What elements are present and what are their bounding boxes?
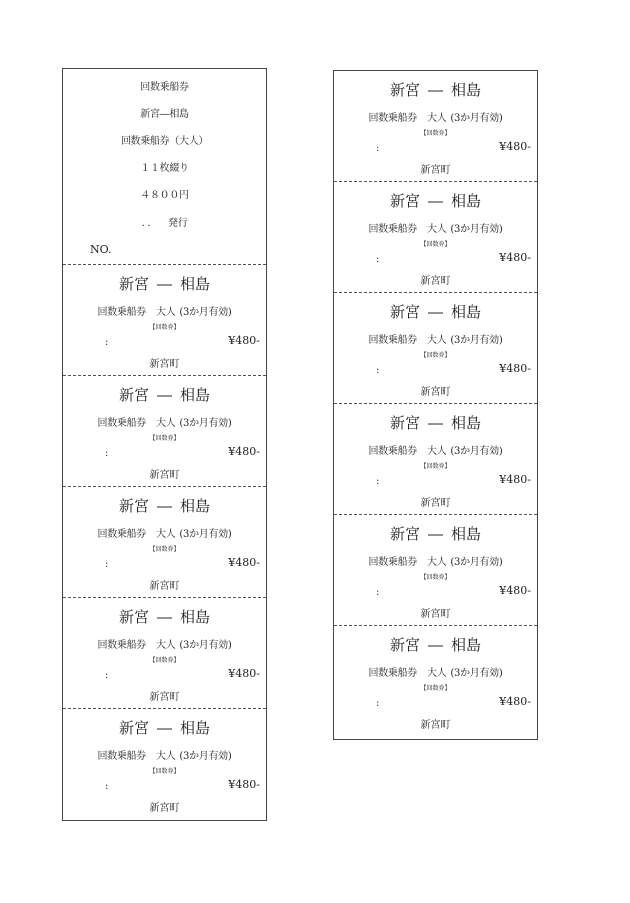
ticket-fare-class: 大人 bbox=[156, 418, 176, 429]
ticket-destination: 相島 bbox=[451, 414, 482, 432]
ticket-fare-class: 大人 bbox=[156, 640, 176, 651]
cover-issue bbox=[63, 214, 266, 229]
ticket-fare-class: 大人 bbox=[156, 751, 176, 762]
ticket-description bbox=[334, 331, 537, 346]
ticket-destination: 相島 bbox=[451, 303, 482, 321]
ticket-tag: 【回数券】 bbox=[149, 324, 180, 331]
ticket-date-colon: : bbox=[376, 476, 380, 487]
ticket-dash: ― bbox=[157, 497, 172, 515]
ticket-stub bbox=[334, 626, 537, 737]
ticket-date-colon: : bbox=[376, 254, 380, 265]
ticket-kind: 回数乗船券 bbox=[97, 640, 146, 651]
ticket-fare-class: 大人 bbox=[427, 668, 447, 679]
ticket-stub bbox=[334, 515, 537, 626]
ticket-dash: ― bbox=[428, 81, 443, 99]
ticket-validity: (3か月有効) bbox=[179, 307, 232, 318]
ticket-kind: 回数乗船券 bbox=[97, 751, 146, 762]
ticket-route-title bbox=[334, 412, 537, 433]
ticket-dash: ― bbox=[428, 192, 443, 210]
ticket-date-colon: : bbox=[376, 587, 380, 598]
ticket-date-colon: : bbox=[105, 670, 109, 681]
ticket-dash: ― bbox=[157, 386, 172, 404]
ticket-tag: 【回数券】 bbox=[420, 685, 451, 692]
ticket-fare-class: 大人 bbox=[427, 446, 447, 457]
ticket-description bbox=[63, 525, 266, 540]
ticket-date-colon: : bbox=[376, 365, 380, 376]
ticket-dash: ― bbox=[428, 303, 443, 321]
ticket-stub bbox=[63, 598, 266, 709]
ticket-kind: 回数乗船券 bbox=[97, 307, 146, 318]
ticket-dash: ― bbox=[157, 608, 172, 626]
ticket-date-colon: : bbox=[105, 337, 109, 348]
ticket-kind: 回数乗船券 bbox=[368, 113, 417, 124]
ticket-stub bbox=[63, 487, 266, 598]
ticket-stub bbox=[334, 182, 537, 293]
ticket-price: ¥480- bbox=[499, 140, 531, 153]
ticket-validity: (3か月有効) bbox=[179, 751, 232, 762]
ticket-tag: 【回数券】 bbox=[149, 657, 180, 664]
ticket-route-title bbox=[334, 190, 537, 211]
ticket-date-colon: : bbox=[105, 781, 109, 792]
ticket-dash: ― bbox=[157, 719, 172, 737]
ticket-validity: (3か月有効) bbox=[450, 446, 503, 457]
ticket-origin: 新宮 bbox=[389, 81, 420, 99]
ticket-description bbox=[334, 553, 537, 568]
ticket-destination: 相島 bbox=[451, 81, 482, 99]
ticket-origin: 新宮 bbox=[389, 192, 420, 210]
ticket-destination: 相島 bbox=[180, 608, 211, 626]
cover-no-label: NO. bbox=[90, 243, 112, 256]
cover-section bbox=[63, 69, 266, 265]
ticket-destination: 相島 bbox=[451, 192, 482, 210]
ticket-tag: 【回数券】 bbox=[420, 352, 451, 359]
ticket-issuer: 新宮町 bbox=[149, 470, 180, 481]
ticket-fare-class: 大人 bbox=[427, 113, 447, 124]
ticket-price: ¥480- bbox=[228, 445, 260, 458]
ticket-price: ¥480- bbox=[499, 584, 531, 597]
ticket-destination: 相島 bbox=[180, 275, 211, 293]
cover-price: ４８００円 bbox=[140, 190, 189, 201]
ticket-kind: 回数乗船券 bbox=[97, 418, 146, 429]
ticket-validity: (3か月有効) bbox=[179, 529, 232, 540]
ticket-issuer: 新宮町 bbox=[149, 692, 180, 703]
ticket-price: ¥480- bbox=[499, 251, 531, 264]
ticket-destination: 相島 bbox=[451, 525, 482, 543]
ticket-tag: 【回数券】 bbox=[420, 463, 451, 470]
ticket-description bbox=[334, 442, 537, 457]
ticket-issuer: 新宮町 bbox=[420, 165, 451, 176]
cover-route: 新宮―相島 bbox=[140, 109, 189, 120]
ticket-route-title bbox=[63, 273, 266, 294]
ticket-price: ¥480- bbox=[228, 667, 260, 680]
ticket-stub bbox=[334, 71, 537, 182]
ticket-route-title bbox=[63, 384, 266, 405]
ticket-tag: 【回数券】 bbox=[420, 130, 451, 137]
ticket-dash: ― bbox=[428, 636, 443, 654]
ticket-issuer: 新宮町 bbox=[149, 581, 180, 592]
ticket-description bbox=[334, 664, 537, 679]
ticket-issuer: 新宮町 bbox=[420, 720, 451, 731]
ticket-description bbox=[63, 414, 266, 429]
ticket-price: ¥480- bbox=[499, 473, 531, 486]
ticket-issuer: 新宮町 bbox=[420, 276, 451, 287]
ticket-origin: 新宮 bbox=[389, 525, 420, 543]
ticket-date-colon: : bbox=[376, 698, 380, 709]
ticket-issuer: 新宮町 bbox=[420, 609, 451, 620]
ticket-date-colon: : bbox=[376, 143, 380, 154]
cover-ticket-name: 回数乗船券 bbox=[140, 82, 189, 93]
ticket-origin: 新宮 bbox=[389, 303, 420, 321]
ticket-stub bbox=[334, 293, 537, 404]
ticket-stub bbox=[63, 265, 266, 376]
ticket-validity: (3か月有効) bbox=[450, 335, 503, 346]
cover-count: １１枚綴り bbox=[140, 163, 189, 174]
ticket-stub bbox=[63, 376, 266, 487]
ticket-issuer: 新宮町 bbox=[420, 387, 451, 398]
ticket-validity: (3か月有効) bbox=[450, 224, 503, 235]
ticket-destination: 相島 bbox=[180, 386, 211, 404]
ticket-dash: ― bbox=[157, 275, 172, 293]
ticket-kind: 回数乗船券 bbox=[368, 335, 417, 346]
ticket-route-title bbox=[334, 523, 537, 544]
ticket-description bbox=[63, 636, 266, 651]
cover-issue-label: 発行 bbox=[168, 218, 188, 229]
ticket-tag: 【回数券】 bbox=[149, 435, 180, 442]
ticket-route-title bbox=[334, 301, 537, 322]
ticket-validity: (3か月有効) bbox=[450, 668, 503, 679]
ticket-kind: 回数乗船券 bbox=[97, 529, 146, 540]
ticket-price: ¥480- bbox=[228, 556, 260, 569]
ticket-destination: 相島 bbox=[180, 719, 211, 737]
ticket-validity: (3か月有効) bbox=[450, 113, 503, 124]
ticket-kind: 回数乗船券 bbox=[368, 446, 417, 457]
ticket-stub bbox=[63, 709, 266, 820]
ticket-destination: 相島 bbox=[451, 636, 482, 654]
ticket-route-title bbox=[63, 717, 266, 738]
ticket-issuer: 新宮町 bbox=[420, 498, 451, 509]
ticket-fare-class: 大人 bbox=[427, 224, 447, 235]
ticket-fare-class: 大人 bbox=[156, 307, 176, 318]
ticket-description bbox=[334, 220, 537, 235]
ticket-dash: ― bbox=[428, 414, 443, 432]
ticket-origin: 新宮 bbox=[118, 719, 149, 737]
ticket-tag: 【回数券】 bbox=[149, 768, 180, 775]
cover-issue-date: . . bbox=[141, 218, 151, 229]
ticket-tag: 【回数券】 bbox=[420, 574, 451, 581]
ticket-destination: 相島 bbox=[180, 497, 211, 515]
ticket-route-title bbox=[334, 79, 537, 100]
ticket-description bbox=[334, 109, 537, 124]
ticket-kind: 回数乗船券 bbox=[368, 557, 417, 568]
ticket-validity: (3か月有効) bbox=[179, 640, 232, 651]
ticket-price: ¥480- bbox=[228, 778, 260, 791]
ticket-strip-left bbox=[62, 68, 267, 821]
ticket-route-title bbox=[334, 634, 537, 655]
ticket-issuer: 新宮町 bbox=[149, 803, 180, 814]
ticket-origin: 新宮 bbox=[118, 497, 149, 515]
ticket-stub bbox=[334, 404, 537, 515]
ticket-origin: 新宮 bbox=[389, 636, 420, 654]
ticket-price: ¥480- bbox=[499, 695, 531, 708]
ticket-origin: 新宮 bbox=[118, 608, 149, 626]
ticket-tag: 【回数券】 bbox=[149, 546, 180, 553]
ticket-description bbox=[63, 747, 266, 762]
ticket-dash: ― bbox=[428, 525, 443, 543]
ticket-fare-class: 大人 bbox=[427, 335, 447, 346]
ticket-price: ¥480- bbox=[499, 362, 531, 375]
ticket-validity: (3か月有効) bbox=[450, 557, 503, 568]
ticket-kind: 回数乗船券 bbox=[368, 224, 417, 235]
ticket-strip-right bbox=[333, 70, 538, 740]
ticket-origin: 新宮 bbox=[389, 414, 420, 432]
ticket-description bbox=[63, 303, 266, 318]
ticket-fare-class: 大人 bbox=[427, 557, 447, 568]
ticket-date-colon: : bbox=[105, 559, 109, 570]
ticket-route-title bbox=[63, 606, 266, 627]
ticket-date-colon: : bbox=[105, 448, 109, 459]
ticket-route-title bbox=[63, 495, 266, 516]
ticket-issuer: 新宮町 bbox=[149, 359, 180, 370]
ticket-tag: 【回数券】 bbox=[420, 241, 451, 248]
ticket-origin: 新宮 bbox=[118, 275, 149, 293]
ticket-validity: (3か月有効) bbox=[179, 418, 232, 429]
ticket-fare-class: 大人 bbox=[156, 529, 176, 540]
cover-ticket-type: 回数乗船券（大人） bbox=[120, 136, 209, 147]
ticket-origin: 新宮 bbox=[118, 386, 149, 404]
ticket-kind: 回数乗船券 bbox=[368, 668, 417, 679]
ticket-price: ¥480- bbox=[228, 334, 260, 347]
